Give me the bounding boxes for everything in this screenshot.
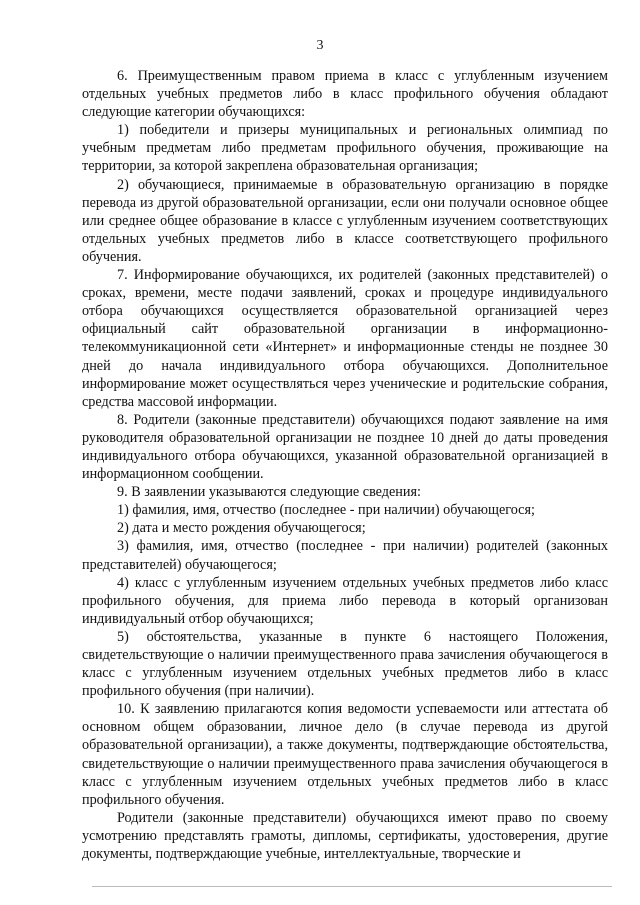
page-number: 3 (316, 38, 324, 53)
scan-edge-divider (92, 886, 612, 887)
paragraph: 2) обучающиеся, принимаемые в образовательную организацию в порядке перевода из другой образовательной организации, если они получали основное общее или среднее общее образование в классе с углубленным изучением соответствующих отдельных учебных предметов либо в классе соответствующего профильного обучения. (82, 176, 608, 265)
paragraph: 9. В заявлении указываются следующие сведения: (117, 484, 421, 501)
paragraph: 7. Информирование обучающихся, их родителей (законных представителей) о сроках, времени, месте подачи заявлений, сроках и процедуре индивидуального отбора обучающихся осуществляется образовательной организацией через официальный сайт образовательной организации в информационно-телекоммуникационной сети «Интернет» и информационные стенды не позднее 30 дней до начала индивидуального отбора обучающихся. Дополнительное информирование может осуществляться через ученические и родительские собрания, средства массовой информации. (82, 267, 608, 410)
paragraph: 10. К заявлению прилагаются копия ведомости успеваемости или аттестата об основном общем образовании, личное дело (в случае перевода из другой образовательной организации), а также документы, подтверждающие обстоятельства, свидетельствующие о наличии преимущественного права зачисления обучающегося в класс с углубленным изучением отдельных учебных предметов либо в класс профильного обучения. (82, 701, 608, 808)
paragraph: 4) класс с углубленным изучением отдельных учебных предметов либо класс профильного обучения, для приема либо перевода в который организован индивидуальный отбор обучающихся; (82, 574, 608, 627)
document-body (82, 67, 608, 863)
paragraph: 2) дата и место рождения обучающегося; (117, 520, 366, 537)
paragraph: 1) победители и призеры муниципальных и региональных олимпиад по учебным предметам либо предметам профильного обучения, проживающие на территории, за которой закреплена образовательная организация; (82, 122, 608, 175)
paragraph: 3) фамилия, имя, отчество (последнее - при наличии) родителей (законных представителей) обучающегося; (82, 538, 608, 573)
paragraph: 6. Преимущественным правом приема в класс с углубленным изучением отдельных учебных предметов либо в класс профильного обучения обладают следующие категории обучающихся: (82, 68, 608, 121)
paragraph: 8. Родители (законные представители) обучающихся подают заявление на имя руководителя образовательной организации не позднее 10 дней до даты проведения индивидуального отбора обучающихся, указанной образовательной организацией в информационном сообщении. (82, 411, 608, 483)
paragraph: Родители (законные представители) обучающихся имеют право по своему усмотрению представлять грамоты, дипломы, сертификаты, удостоверения, другие документы, подтверждающие учебные, интеллектуальные, творческие и (82, 809, 608, 863)
paragraph: 5) обстоятельства, указанные в пункте 6 настоящего Положения, свидетельствующие о наличии преимущественного права зачисления обучающегося в класс с углубленным изучением отдельных учебных предметов либо в класс профильного обучения (при наличии). (82, 628, 608, 700)
paragraph: 1) фамилия, имя, отчество (последнее - при наличии) обучающегося; (117, 502, 535, 519)
